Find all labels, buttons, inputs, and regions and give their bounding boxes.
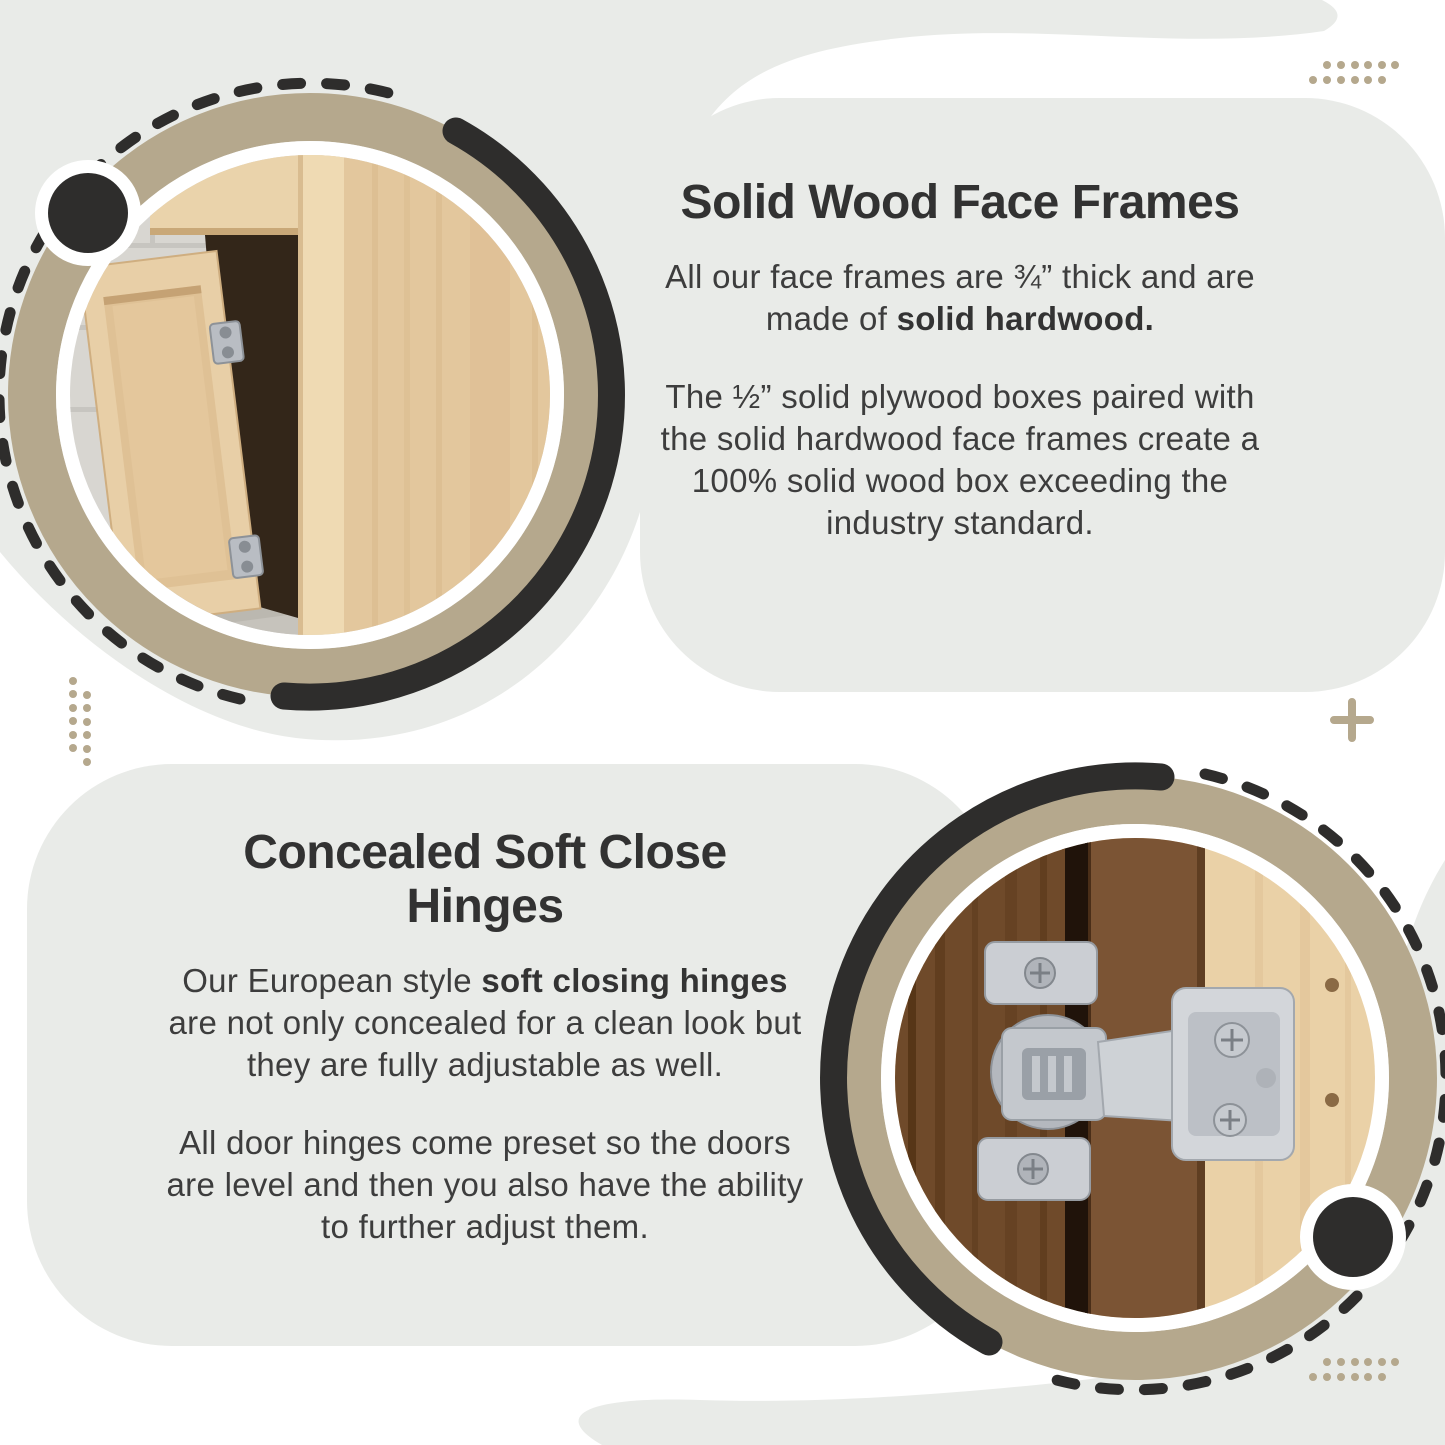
accent-dot-bottom-right	[1300, 1184, 1406, 1290]
face-frames-paragraph-2: The ½” solid plywood boxes paired with the solid hardwood face frames create a 100% solid wood box exceeding the industry standard.	[660, 378, 1260, 541]
face-frames-heading: Solid Wood Face Frames	[680, 176, 1240, 229]
door-hinge-top-icon	[209, 321, 244, 364]
accent-dot-top-left	[35, 160, 141, 266]
open-maple-cabinet-photo	[70, 155, 550, 635]
section-hinges	[165, 826, 805, 1248]
door-hinge-bottom-icon	[229, 535, 264, 578]
face-frames-paragraph-1: All our face frames are ¾” thick and are made of solid hardwood.	[665, 258, 1255, 337]
section-face-frames	[640, 176, 1280, 544]
hinges-paragraph-1: Our European style soft closing hinges are not only concealed for a clean look but they are fully adjustable as well.	[168, 962, 802, 1083]
hinges-heading: Concealed Soft Close Hinges	[243, 826, 727, 933]
hinges-paragraph-2: All door hinges come preset so the doors are level and then you also have the ability to further adjust them.	[166, 1124, 804, 1245]
